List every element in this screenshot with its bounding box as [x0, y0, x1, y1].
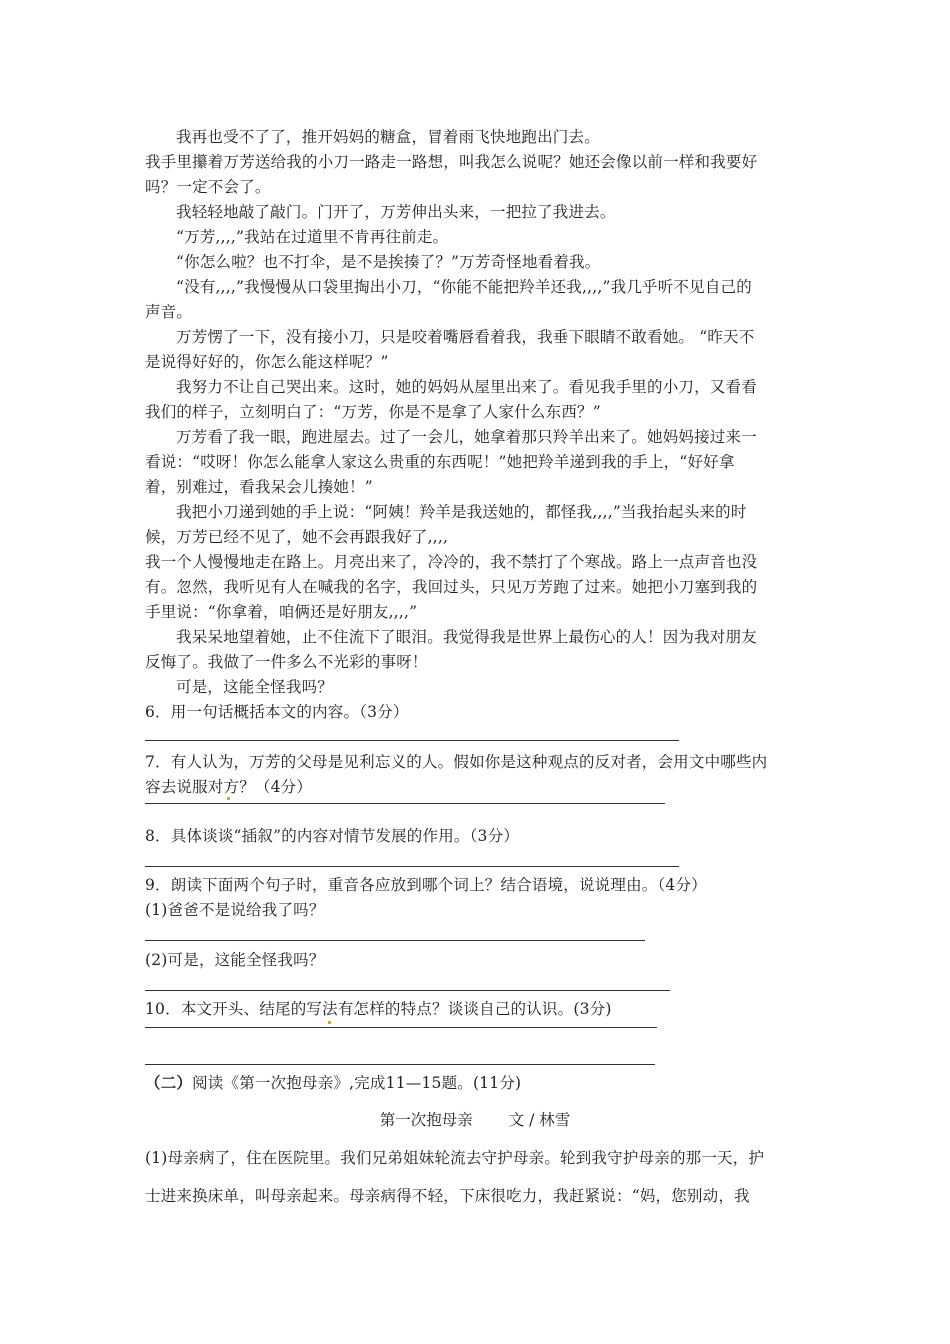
story-paragraph: “你怎么啦？也不打伞，是不是挨揍了？”万芳奇怪地看着我。 — [176, 253, 601, 271]
answer-line-7[interactable] — [145, 803, 665, 804]
section-number: （二） — [145, 1073, 193, 1092]
article-author: 文 / 林雪 — [508, 1111, 571, 1129]
answer-line-10b[interactable] — [145, 1064, 655, 1065]
story-paragraph: 我呆呆地望着她，止不住流下了眼泪。我觉得我是世界上最伤心的人！因为我对朋友 — [176, 628, 757, 646]
answer-line-6[interactable] — [145, 740, 679, 741]
answer-line-10a[interactable] — [145, 1027, 657, 1028]
question-7: 容去说服对方？（4分） — [145, 778, 313, 796]
answer-line-9-2[interactable] — [145, 990, 670, 991]
story-paragraph: “没有,,,,”我慢慢从口袋里掏出小刀，“你能不能把羚羊还我,,,,”我几乎听不见自己的 — [176, 278, 752, 296]
story-paragraph: 我把小刀递到她的手上说：“阿姨！羚羊是我送她的，都怪我,,,,”当我抬起头来的时 — [176, 503, 747, 521]
article-title: 第一次抱母亲 — [379, 1111, 473, 1129]
story-paragraph: 候，万芳已经不见了，她不会再跟我好了,,,, — [145, 528, 449, 546]
emphasis-dot — [227, 797, 230, 800]
question-9-1: (1)爸爸不是说给我了吗？ — [145, 901, 325, 919]
story-paragraph: 我努力不让自己哭出来。这时，她的妈妈从屋里出来了。看见我手里的小刀，又看看 — [176, 378, 757, 396]
article-paragraph: 士进来换床单，叫母亲起来。母亲病得不轻，下床很吃力，我赶紧说：“妈，您别动，我 — [145, 1187, 750, 1205]
question-7: 7．有人认为，万芳的父母是见利忘义的人。假如你是这种观点的反对者，会用文中哪些内 — [145, 753, 768, 771]
story-paragraph: 我轻轻地敲了敲门。门开了，万芳伸出头来，一把拉了我进去。 — [176, 203, 616, 221]
story-paragraph: 万芳愣了一下，没有接小刀，只是咬着嘴唇看着我，我垂下眼睛不敢看她。 “昨天不 — [176, 328, 755, 346]
question-9: 9．朗读下面两个句子时，重音各应放到哪个词上？结合语境，说说理由。（4分） — [145, 876, 707, 894]
section-heading — [145, 1072, 521, 1094]
question-8: 8．具体谈谈“插叙”的内容对情节发展的作用。（3分） — [145, 827, 520, 845]
story-paragraph: 手里说：“你拿着，咱俩还是好朋友,,,,” — [145, 603, 418, 621]
article-title-line — [0, 1109, 950, 1131]
question-10: 10．本文开头、结尾的写法有怎样的特点？谈谈自己的认识。(3分) — [145, 1000, 612, 1018]
story-paragraph: 我再也受不了了，推开妈妈的糖盒，冒着雨飞快地跑出门去。 — [176, 128, 600, 146]
story-paragraph: 反悔了。我做了一件多么不光彩的事呀！ — [145, 653, 428, 671]
question-9-2: (2)可是，这能全怪我吗？ — [145, 951, 325, 969]
emphasis-dot — [328, 1021, 331, 1024]
article-paragraph: (1)母亲病了，住在医院里。我们兄弟姐妹轮流去守护母亲。轮到我守护母亲的那一天，护 — [145, 1149, 765, 1167]
story-paragraph: 声音。 — [145, 303, 193, 321]
answer-line-8[interactable] — [145, 866, 679, 867]
story-paragraph: 可是，这能全怪我吗？ — [176, 678, 334, 696]
story-paragraph: 看说：“哎呀！你怎么能拿人家这么贵重的东西呢！”她把羚羊递到我的手上，“好好拿 — [145, 453, 735, 471]
story-paragraph: 是说得好好的，你怎么能这样呢？” — [145, 353, 389, 371]
story-paragraph: 万芳看了我一眼，跑进屋去。过了一会儿，她拿着那只羚羊出来了。她妈妈接过来一 — [176, 428, 757, 446]
story-paragraph: 我们的样子，立刻明白了：“万芳，你是不是拿了人家什么东西？” — [145, 403, 601, 421]
story-paragraph: 我手里攥着万芳送给我的小刀一路走一路想，叫我怎么说呢？她还会像以前一样和我要好 — [145, 153, 758, 171]
story-paragraph: 我一个人慢慢地走在路上。月亮出来了，冷冷的，我不禁打了个寒战。路上一点声音也没 — [145, 553, 758, 571]
section-instruction: 阅读《第一次抱母亲》,完成11—15题。(11分) — [192, 1074, 522, 1092]
story-paragraph: 着，别难过，看我呆会儿揍她！” — [145, 478, 373, 496]
story-paragraph: 有。忽然，我听见有人在喊我的名字，我回过头，只见万芳跑了过来。她把小刀塞到我的 — [145, 578, 758, 596]
question-6: 6．用一句话概括本文的内容。（3分） — [145, 703, 409, 721]
story-paragraph: 吗？一定不会了。 — [145, 178, 271, 196]
answer-line-9-1[interactable] — [145, 940, 645, 941]
story-paragraph: “万芳,,,,”我站在过道里不肯再往前走。 — [176, 228, 449, 246]
